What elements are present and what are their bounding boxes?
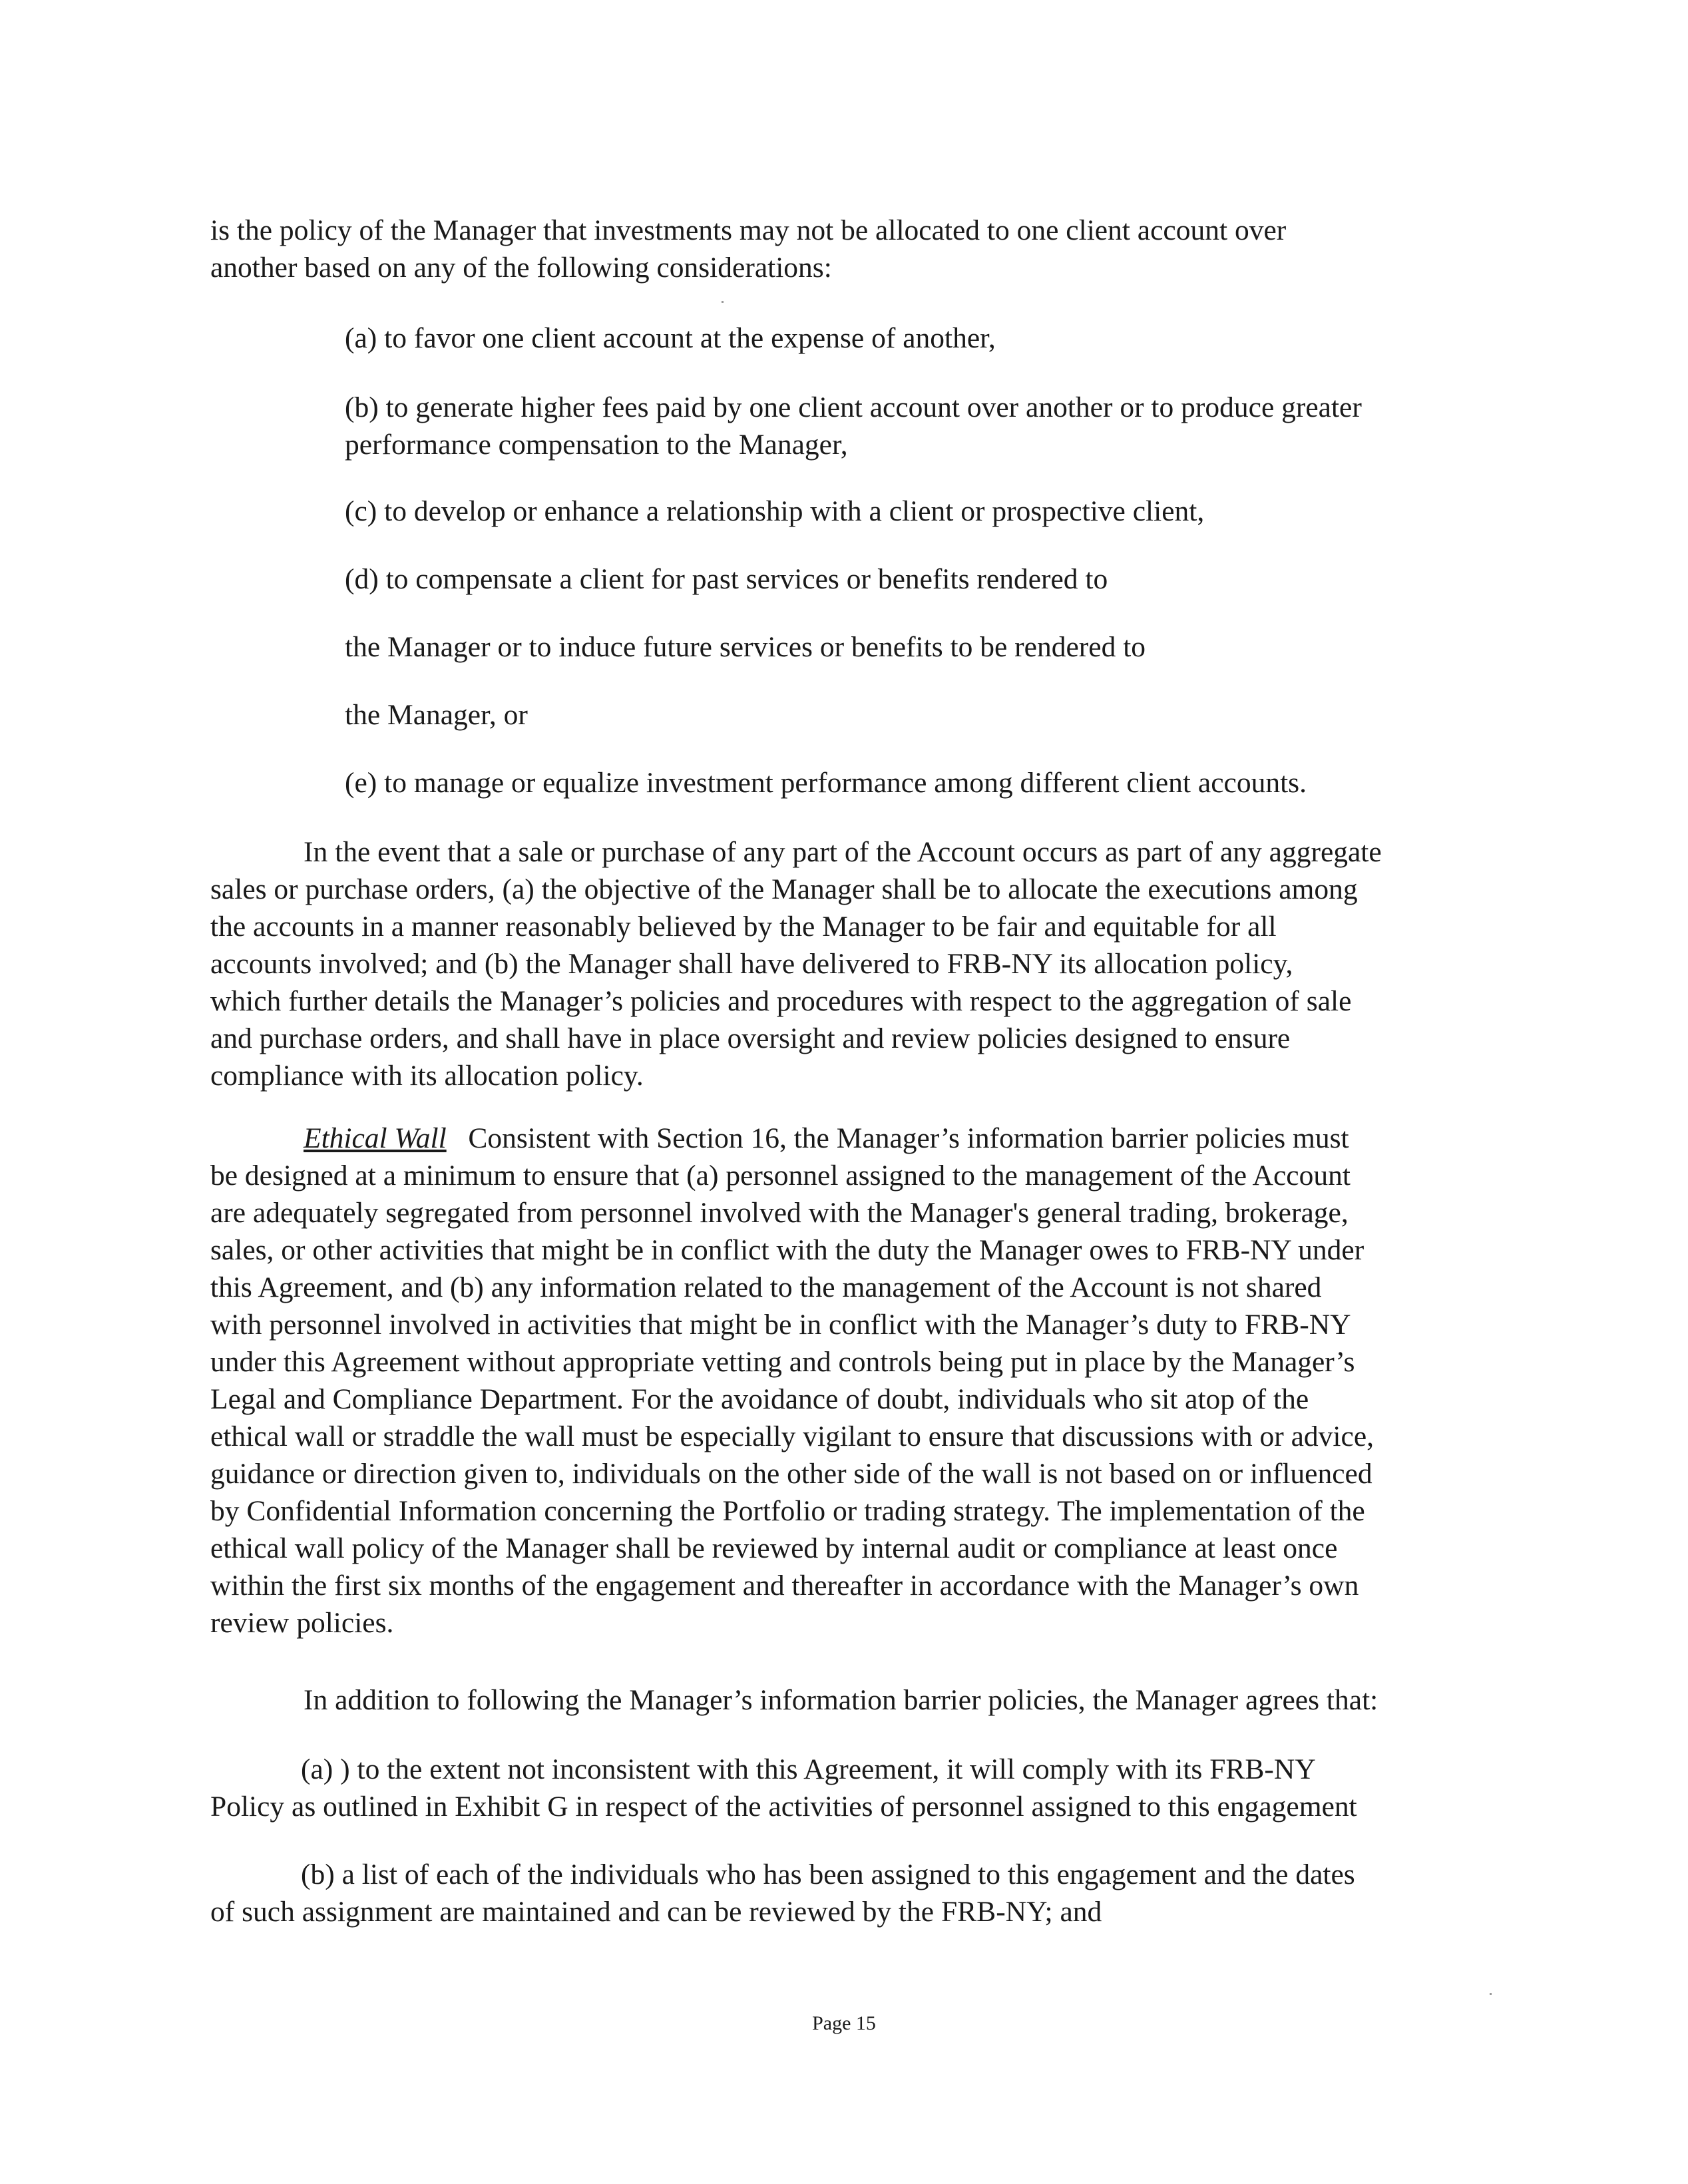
list-item-c: (c) to develop or enhance a relationship with a client or prospective client,: [345, 495, 1205, 527]
text-line: Legal and Compliance Department. For the avoidance of doubt, individuals who sit atop of the: [210, 1383, 1309, 1415]
text-line: In addition to following the Manager’s information barrier policies, the Manager agrees that:: [304, 1684, 1378, 1716]
text-line: sales or purchase orders, (a) the objective of the Manager shall be to allocate the executions among: [210, 873, 1358, 905]
list-item-e: (e) to manage or equalize investment performance among different client accounts.: [345, 767, 1307, 799]
text-line: under this Agreement without appropriate vetting and controls being put in place by the Manager’s: [210, 1346, 1355, 1378]
text-line: compliance with its allocation policy.: [210, 1060, 644, 1092]
scan-speck: [722, 301, 724, 303]
text-line: and purchase orders, and shall have in place oversight and review policies designed to ensure: [210, 1022, 1291, 1054]
text-line: are adequately segregated from personnel involved with the Manager's general trading, brokerage,: [210, 1197, 1349, 1229]
text-line: accounts involved; and (b) the Manager shall have delivered to FRB-NY its allocation policy,: [210, 948, 1293, 980]
text-line: Policy as outlined in Exhibit G in respect of the activities of personnel assigned to this engagement: [210, 1791, 1357, 1823]
text-line: this Agreement, and (b) any information related to the management of the Account is not shared: [210, 1271, 1322, 1303]
text-line: sales, or other activities that might be in conflict with the duty the Manager owes to FRB-NY under: [210, 1234, 1365, 1266]
ethical-wall-heading: Ethical Wall: [304, 1122, 447, 1154]
text-line: (b) to generate higher fees paid by one client account over another or to produce greater: [345, 391, 1362, 423]
text-line: within the first six months of the engagement and thereafter in accordance with the Manager’s own: [210, 1570, 1359, 1602]
text-line: ethical wall or straddle the wall must be especially vigilant to ensure that discussions with or advice,: [210, 1420, 1374, 1452]
list-item-d-line2: the Manager or to induce future services or benefits to be rendered to: [345, 631, 1146, 663]
scan-speck: [1490, 1993, 1492, 1995]
list-item-b: [345, 389, 1490, 463]
text-line: the accounts in a manner reasonably believed by the Manager to be fair and equitable for all: [210, 911, 1277, 943]
in-addition-paragraph: [210, 1681, 1475, 1719]
text-line: of such assignment are maintained and can be reviewed by the FRB-NY; and: [210, 1896, 1102, 1928]
text-line: guidance or direction given to, individuals on the other side of the wall is not based on or influenced: [210, 1458, 1372, 1490]
list-item-a: (a) to favor one client account at the expense of another,: [345, 322, 996, 354]
ethical-wall-first-line: Consistent with Section 16, the Manager’s information barrier policies must: [468, 1122, 1349, 1154]
text-line: [210, 1120, 1475, 1157]
text-line: performance compensation to the Manager,: [345, 429, 848, 461]
text-line: (b) a list of each of the individuals who has been assigned to this engagement and the dates: [301, 1858, 1355, 1890]
intro-paragraph: [210, 212, 1475, 286]
ethical-wall-paragraph: [210, 1120, 1475, 1641]
agreement-item-a: [210, 1751, 1475, 1825]
text-line: In the event that a sale or purchase of any part of the Account occurs as part of any aggregate: [304, 836, 1382, 868]
text-line: ethical wall policy of the Manager shall be reviewed by internal audit or compliance at least once: [210, 1532, 1338, 1564]
list-item-d-line3: the Manager, or: [345, 699, 528, 731]
agreement-item-b: [210, 1856, 1475, 1930]
text-line: another based on any of the following considerations:: [210, 252, 832, 284]
page-number: Page 15: [812, 2012, 876, 2034]
aggregate-orders-paragraph: [210, 833, 1475, 1094]
text-line: is the policy of the Manager that investments may not be allocated to one client account over: [210, 214, 1287, 246]
list-item-d-line1: (d) to compensate a client for past services or benefits rendered to: [345, 563, 1108, 595]
text-line: review policies.: [210, 1607, 394, 1639]
text-line: by Confidential Information concerning the Portfolio or trading strategy. The implementation of the: [210, 1495, 1365, 1527]
text-line: which further details the Manager’s policies and procedures with respect to the aggregation of sale: [210, 985, 1352, 1017]
text-line: be designed at a minimum to ensure that (a) personnel assigned to the management of the Account: [210, 1160, 1351, 1192]
text-line: with personnel involved in activities that might be in conflict with the Manager’s duty to FRB-NY: [210, 1309, 1351, 1341]
text-line: (a) ) to the extent not inconsistent with this Agreement, it will comply with its FRB-NY: [301, 1753, 1316, 1785]
